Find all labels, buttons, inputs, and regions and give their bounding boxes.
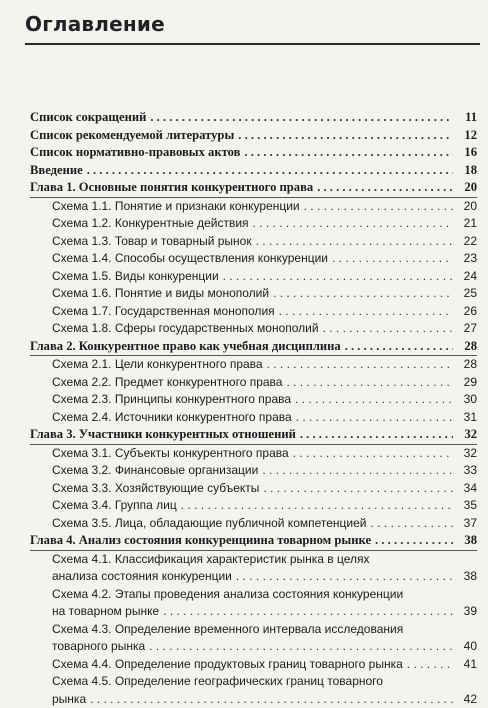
toc-entry-title: Схема 3.2. Финансовые организации	[52, 462, 258, 480]
dot-leader	[181, 497, 453, 515]
dot-leader	[150, 109, 453, 127]
toc-page-number: 38	[457, 568, 477, 586]
toc-entry[interactable]	[30, 426, 477, 445]
toc-page-number: 18	[457, 162, 477, 180]
toc-entry-title: Схема 3.1. Субъекты конкурентного права	[52, 445, 289, 463]
toc-entry[interactable]	[30, 127, 477, 145]
toc-entry[interactable]	[30, 691, 477, 708]
toc-entry[interactable]	[30, 462, 477, 480]
dot-leader	[163, 603, 453, 621]
toc-entry[interactable]	[30, 250, 477, 268]
toc-entry-title: Схема 1.1. Понятие и признаки конкуренции	[52, 198, 300, 216]
toc-entry[interactable]	[30, 233, 477, 251]
title-divider	[25, 43, 480, 45]
toc-entry[interactable]	[30, 603, 477, 621]
toc-page-number: 22	[457, 233, 477, 251]
dot-leader	[263, 480, 453, 498]
dot-leader	[375, 532, 453, 550]
toc-entry-title: Схема 3.5. Лица, обладающие публичной компетенцией	[52, 515, 367, 533]
toc-entry-title: Схема 1.5. Виды конкуренции	[52, 268, 219, 286]
toc-entry[interactable]	[30, 338, 477, 357]
toc-entry-title: Схема 4.4. Определение продуктовых границ товарного рынка	[52, 656, 403, 674]
toc-entry[interactable]	[30, 320, 477, 338]
toc-entry-title: Схема 2.2. Предмет конкурентного права	[52, 374, 282, 392]
toc-entry-title: Схема 4.2. Этапы проведения анализа состояния конкуренции	[52, 586, 403, 604]
toc-entry-title: Схема 1.8. Сферы государственных монополий	[52, 320, 319, 338]
dot-leader	[286, 374, 453, 392]
toc-page-number: 42	[457, 691, 477, 708]
toc-page-number: 20	[457, 198, 477, 216]
dot-leader	[296, 409, 453, 427]
page-title: Оглавление	[25, 12, 165, 36]
toc-entry[interactable]	[30, 497, 477, 515]
toc-page-number: 32	[457, 445, 477, 463]
toc-entry[interactable]	[30, 621, 477, 639]
toc-page-number: 31	[457, 409, 477, 427]
toc-page-number: 29	[457, 374, 477, 392]
toc-page-number: 33	[457, 462, 477, 480]
toc-page-number: 34	[457, 480, 477, 498]
dot-leader	[236, 568, 453, 586]
dot-leader	[371, 515, 453, 533]
toc-entry-title: Глава 3. Участники конкурентных отношений	[30, 426, 296, 444]
dot-leader	[323, 320, 453, 338]
toc-page-number: 28	[457, 356, 477, 374]
toc-page-number: 20	[457, 179, 477, 197]
toc-page-number: 40	[457, 638, 477, 656]
toc-page-number: 30	[457, 391, 477, 409]
toc-entry[interactable]	[30, 356, 477, 374]
dot-leader	[87, 162, 453, 180]
dot-leader	[300, 426, 453, 444]
toc-entry[interactable]	[30, 198, 477, 216]
toc-entry[interactable]	[30, 480, 477, 498]
toc-entry-title: Схема 2.4. Источники конкурентного права	[52, 409, 292, 427]
dot-leader	[317, 179, 453, 197]
toc-entry-title: Список рекомендуемой литературы	[30, 127, 234, 145]
toc-entry[interactable]	[30, 179, 477, 198]
toc-page-number: 32	[457, 426, 477, 444]
toc-page-number: 37	[457, 515, 477, 533]
toc-page-number: 27	[457, 320, 477, 338]
toc-entry[interactable]	[30, 638, 477, 656]
toc-entry-title: Глава 2. Конкурентное право как учебная дисциплина	[30, 338, 341, 356]
toc-entry-title: Список сокращений	[30, 109, 146, 127]
dot-leader	[345, 338, 453, 356]
dot-leader	[253, 215, 453, 233]
toc-entry[interactable]	[30, 515, 477, 533]
toc-entry[interactable]	[30, 303, 477, 321]
toc-entry-title: Схема 1.7. Государственная монополия	[52, 303, 275, 321]
dot-leader	[407, 656, 453, 674]
toc-entry-title: Схема 1.2. Конкурентные действия	[52, 215, 249, 233]
dot-leader	[244, 144, 453, 162]
toc-entry-title: Список нормативно-правовых актов	[30, 144, 240, 162]
toc-entry[interactable]	[30, 374, 477, 392]
toc-entry-title: Схема 2.3. Принципы конкурентного права	[52, 391, 291, 409]
toc-entry[interactable]	[30, 144, 477, 162]
toc-page-number: 28	[457, 338, 477, 356]
toc-entry[interactable]	[30, 268, 477, 286]
toc-page-number: 26	[457, 303, 477, 321]
toc-page-number: 24	[457, 268, 477, 286]
dot-leader	[256, 233, 453, 251]
toc-entry-title: Схема 3.4. Группа лиц	[52, 497, 177, 515]
dot-leader	[90, 691, 453, 708]
dot-leader	[304, 198, 453, 216]
toc-entry-title: Схема 2.1. Цели конкурентного права	[52, 356, 263, 374]
toc-entry-title: Схема 1.3. Товар и товарный рынок	[52, 233, 252, 251]
toc-entry-title: Схема 3.3. Хозяйствующие субъекты	[52, 480, 259, 498]
toc-page-number: 25	[457, 285, 477, 303]
toc-entry[interactable]	[30, 391, 477, 409]
toc-entry[interactable]	[30, 656, 477, 674]
toc-entry[interactable]	[30, 109, 477, 127]
toc-entry[interactable]	[30, 215, 477, 233]
toc-entry-title: Схема 1.6. Понятие и виды монополий	[52, 285, 269, 303]
toc-entry[interactable]	[30, 532, 477, 551]
toc-entry-title: Глава 1. Основные понятия конкурентного права	[30, 179, 313, 197]
dot-leader	[293, 445, 453, 463]
toc-page-number: 38	[457, 532, 477, 550]
toc-entry[interactable]	[30, 162, 477, 180]
toc-entry[interactable]	[30, 445, 477, 463]
toc-page-number: 12	[457, 127, 477, 145]
dot-leader	[332, 250, 453, 268]
toc-entry-title: Введение	[30, 162, 83, 180]
toc-entry[interactable]	[30, 409, 477, 427]
dot-leader	[279, 303, 453, 321]
dot-leader	[262, 462, 453, 480]
toc-entry-title: Схема 4.1. Классификация характеристик рынка в целях	[52, 551, 370, 569]
toc-entry-title: Глава 4. Анализ состояния конкуренциина товарном рынке	[30, 532, 371, 550]
dot-leader	[295, 391, 453, 409]
toc-page-number: 16	[457, 144, 477, 162]
toc-entry-title: на товарном рынке	[52, 603, 159, 621]
toc-page-number: 23	[457, 250, 477, 268]
toc-entry-title: анализа состояния конкуренции	[52, 568, 232, 586]
toc-page-number: 41	[457, 656, 477, 674]
table-of-contents	[30, 109, 477, 708]
dot-leader	[149, 638, 453, 656]
toc-entry[interactable]	[30, 551, 477, 569]
toc-entry[interactable]	[30, 568, 477, 586]
toc-entry[interactable]	[30, 673, 477, 691]
toc-page-number: 21	[457, 215, 477, 233]
dot-leader	[238, 127, 453, 145]
toc-entry-title: рынка	[52, 691, 86, 708]
toc-page-number: 39	[457, 603, 477, 621]
toc-entry[interactable]	[30, 285, 477, 303]
dot-leader	[267, 356, 453, 374]
toc-page-number: 11	[457, 109, 477, 127]
toc-entry-title: Схема 4.3. Определение временного интервала исследования	[52, 621, 403, 639]
dot-leader	[273, 285, 453, 303]
toc-entry-title: Схема 1.4. Способы осуществления конкуренции	[52, 250, 328, 268]
toc-entry-title: Схема 4.5. Определение географических границ товарного	[52, 673, 383, 691]
toc-entry[interactable]	[30, 586, 477, 604]
toc-page-number: 35	[457, 497, 477, 515]
toc-entry-title: товарного рынка	[52, 638, 145, 656]
dot-leader	[223, 268, 453, 286]
